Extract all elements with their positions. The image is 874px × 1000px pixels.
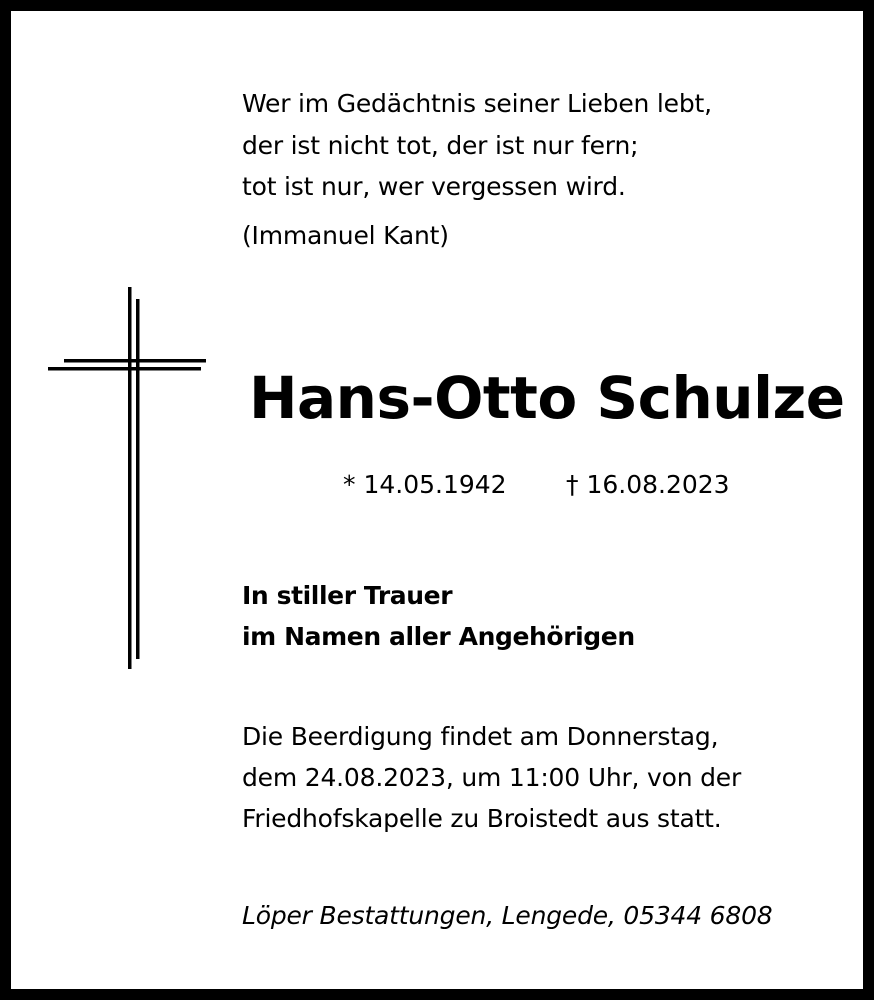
quote-line: Wer im Gedächtnis seiner Lieben lebt, [242, 89, 712, 118]
birth-date: * 14.05.1942 [343, 470, 507, 499]
quote-line: der ist nicht tot, der ist nur fern; [242, 131, 639, 160]
cross-icon [36, 277, 206, 672]
mourners-line: In stiller Trauer [242, 581, 453, 610]
deceased-name: Hans-Otto Schulze [249, 364, 845, 432]
quote-author: (Immanuel Kant) [242, 221, 449, 250]
death-date: † 16.08.2023 [566, 470, 730, 499]
quote-line: tot ist nur, wer vergessen wird. [242, 172, 626, 201]
undertaker-contact: Löper Bestattungen, Lengede, 05344 6808 [242, 901, 773, 930]
mourners-line: im Namen aller Angehörigen [242, 622, 635, 651]
funeral-info-line: Die Beerdigung findet am Donnerstag, [242, 722, 719, 751]
funeral-info-line: dem 24.08.2023, um 11:00 Uhr, von der [242, 763, 742, 792]
funeral-info-line: Friedhofskapelle zu Broistedt aus statt. [242, 804, 722, 833]
